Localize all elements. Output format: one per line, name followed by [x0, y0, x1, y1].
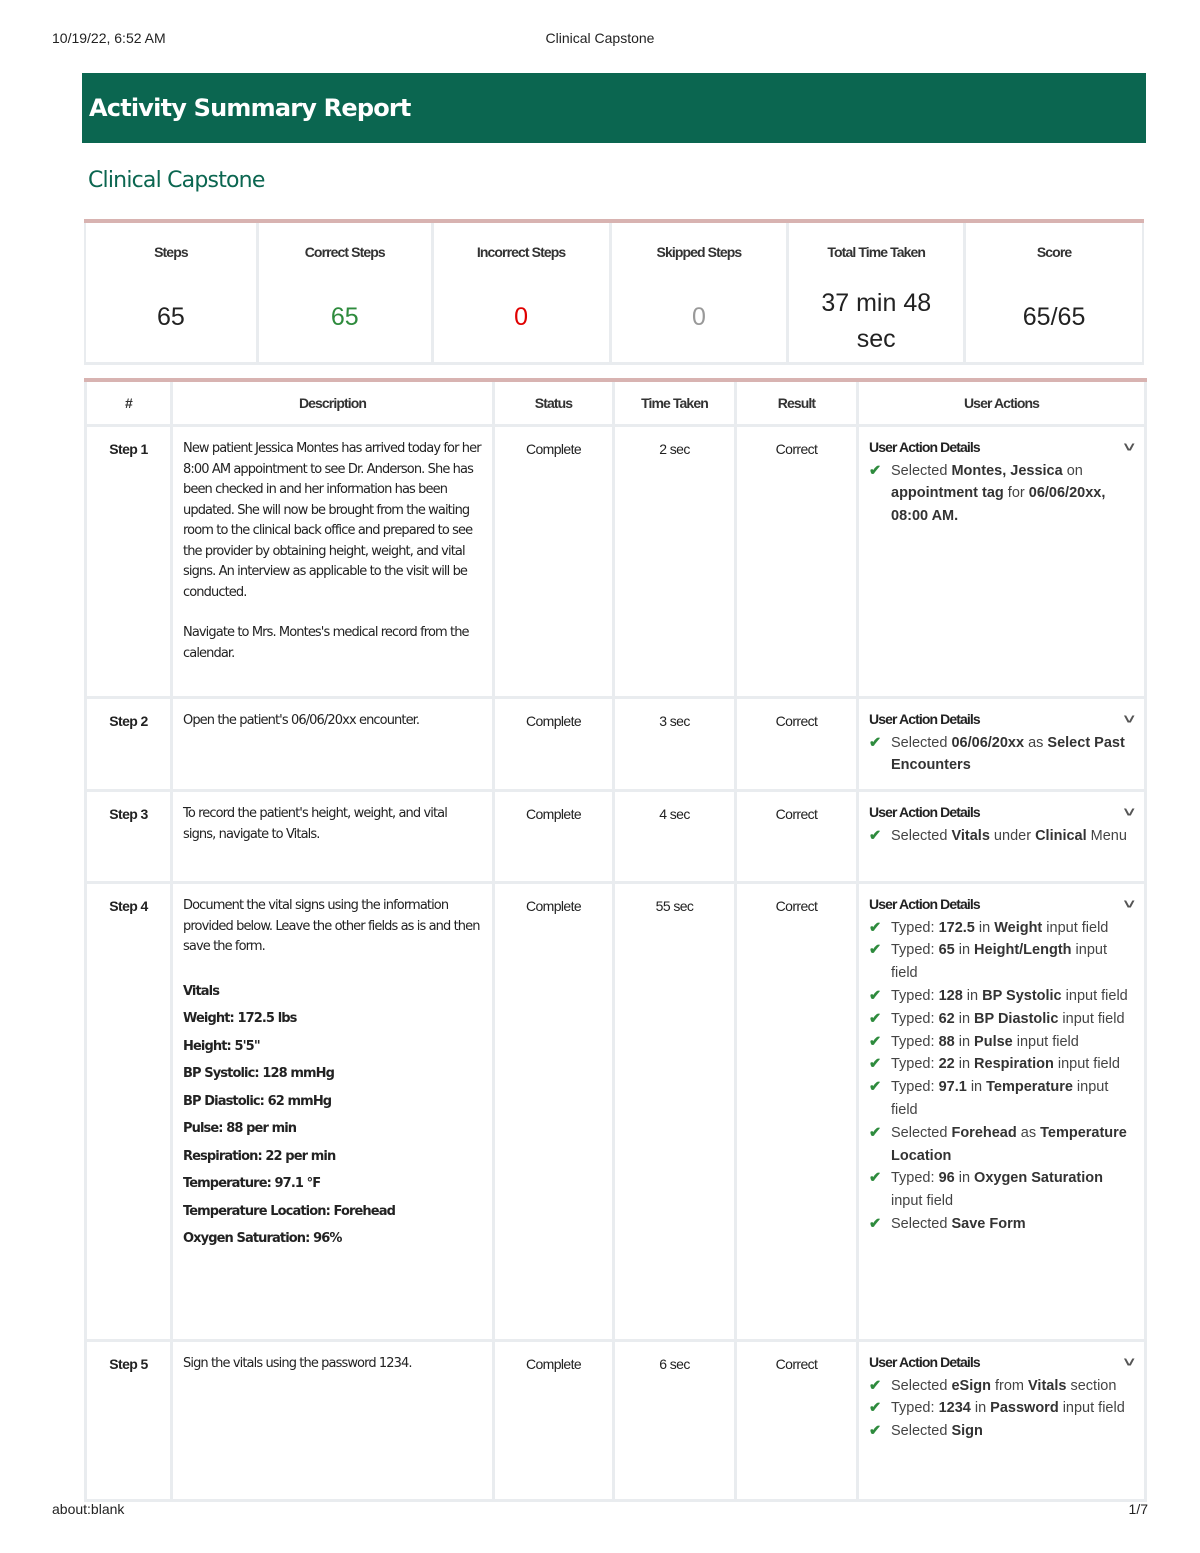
user-action-details-heading: User Action Details [869, 711, 980, 727]
table-row [86, 426, 1146, 698]
user-action-details-heading: User Action Details [869, 439, 980, 455]
user-action-details-heading: User Action Details [869, 896, 980, 913]
table-row [86, 698, 1146, 791]
step-description [172, 426, 494, 698]
action-text: in [954, 942, 975, 959]
check-icon: ✔ [869, 1423, 882, 1440]
user-action-details-heading: User Action Details [869, 804, 980, 821]
check-icon: ✔ [869, 1010, 882, 1027]
action-text: input field [891, 1193, 954, 1210]
action-text: Selected [891, 1124, 952, 1141]
vitals-line: Temperature Location: Forehead [183, 1203, 395, 1219]
user-action-item [869, 1167, 1134, 1213]
description-paragraph: New patient Jessica Montes has arrived today for her 8:00 AM appointment to see Dr. Anderson. She has been checked in and her information has been updated. She will now be brought from the waiting room to the clinical back office and prepared to see the provider by obtaining height, weight, and vital signs. An interview as applicable to the visit will be conducted. [183, 441, 481, 600]
vitals-line: Weight: 172.5 lbs [183, 1011, 297, 1027]
step-number: Step 5 [86, 1341, 172, 1501]
action-text: Selected [891, 462, 952, 479]
user-action-list [869, 460, 1134, 528]
action-keyword: 88 [938, 1033, 955, 1050]
user-actions-cell [858, 426, 1146, 698]
action-keyword: 62 [938, 1010, 955, 1027]
action-keyword: Weight [994, 919, 1043, 936]
action-text: as [1016, 1124, 1041, 1141]
action-text: input field [1061, 987, 1128, 1004]
step-status: Complete [494, 426, 614, 698]
step-number: Step 1 [86, 426, 172, 698]
vitals-line: BP Systolic: 128 mmHg [183, 1066, 335, 1082]
chevron-down-icon[interactable]: ˅ [1123, 804, 1134, 821]
column-header-time-taken: Time Taken [614, 380, 736, 426]
action-keyword: Vitals [1028, 1377, 1067, 1394]
description-paragraph: Document the vital signs using the information provided below. Leave the other fields as is and then save the form. [183, 898, 480, 955]
check-icon: ✔ [869, 1215, 882, 1232]
print-datetime: 10/19/22, 6:52 AM [52, 30, 166, 46]
action-text: Typed: [891, 987, 939, 1004]
activity-title: Clinical Capstone [88, 168, 265, 193]
print-footer [52, 1501, 1148, 1521]
check-icon: ✔ [869, 827, 882, 844]
step-number: Step 4 [86, 883, 172, 1341]
action-keyword: 06/06/20xx [951, 734, 1025, 751]
vitals-line: Temperature: 97.1 °F [183, 1176, 321, 1192]
summary-incorrect-steps [434, 223, 609, 362]
step-result: Correct [736, 698, 858, 791]
action-text: in [962, 987, 983, 1004]
summary-steps [86, 223, 256, 362]
action-keyword: 06/06/20xx, 08:00 AM. [891, 485, 1106, 525]
action-text: Typed: [891, 1033, 939, 1050]
action-keyword: Clinical [1035, 827, 1087, 844]
action-text: in [954, 1010, 975, 1027]
action-text: Menu [1086, 827, 1127, 844]
user-action-details-heading: User Action Details [869, 1354, 980, 1371]
action-text: in [954, 1170, 975, 1187]
check-icon: ✔ [869, 1124, 882, 1141]
summary-value: 0 [691, 303, 706, 331]
summary-label: Score [1036, 244, 1072, 260]
action-keyword: 97.1 [938, 1079, 967, 1096]
action-text: Selected [891, 1377, 952, 1394]
action-keyword: Oxygen Saturation [974, 1170, 1103, 1187]
action-text: from [990, 1377, 1029, 1394]
action-keyword: Temperature Location [891, 1124, 1127, 1164]
action-keyword: BP Diastolic [974, 1010, 1059, 1027]
action-text: section [1066, 1377, 1117, 1394]
action-text: as [1024, 734, 1048, 751]
vitals-list [183, 978, 482, 1253]
check-icon: ✔ [869, 987, 882, 1004]
summary-stats [84, 219, 1144, 365]
summary-value: 65 [330, 303, 359, 331]
description-paragraph: Sign the vitals using the password 1234. [183, 1356, 412, 1372]
action-keyword: Respiration [974, 1056, 1054, 1073]
summary-value: 65/65 [1022, 303, 1086, 331]
user-action-item [869, 460, 1134, 528]
summary-label: Incorrect Steps [476, 244, 566, 260]
action-text: input field [1053, 1056, 1120, 1073]
user-action-details-toggle[interactable] [869, 709, 1134, 730]
step-result: Correct [736, 1341, 858, 1501]
action-text: Typed: [891, 1010, 939, 1027]
action-text: Typed: [891, 1400, 939, 1417]
check-icon: ✔ [869, 919, 882, 936]
summary-label: Correct Steps [304, 244, 385, 260]
user-action-item [869, 1375, 1134, 1398]
action-text: input field [1058, 1400, 1125, 1417]
action-keyword: Height/Length [974, 942, 1072, 959]
print-header [52, 30, 1148, 50]
action-text: input field [891, 942, 1107, 982]
action-text: for [1003, 485, 1029, 502]
user-action-item [869, 1397, 1134, 1420]
action-keyword: BP Systolic [982, 987, 1062, 1004]
action-text: Typed: [891, 942, 939, 959]
column-header-user-actions: User Actions [858, 380, 1146, 426]
action-text: in [974, 919, 995, 936]
user-action-item [869, 1076, 1134, 1122]
user-action-item [869, 939, 1134, 985]
action-text: on [1062, 462, 1083, 479]
check-icon: ✔ [869, 462, 882, 479]
action-keyword: Forehead [951, 1124, 1017, 1141]
step-number: Step 2 [86, 698, 172, 791]
step-status: Complete [494, 698, 614, 791]
action-text: Typed: [891, 919, 939, 936]
summary-skipped-steps [612, 223, 787, 362]
action-text: in [970, 1400, 991, 1417]
user-action-item [869, 1053, 1134, 1076]
step-description [172, 1341, 494, 1501]
action-text: Typed: [891, 1079, 939, 1096]
user-action-details-toggle[interactable] [869, 437, 1134, 458]
user-action-list [869, 732, 1134, 778]
action-keyword: 1234 [938, 1400, 971, 1417]
user-actions-cell [858, 791, 1146, 883]
step-description [172, 883, 494, 1341]
user-action-item [869, 732, 1134, 778]
action-keyword: appointment tag [891, 485, 1004, 502]
user-action-item [869, 1213, 1134, 1236]
column-header-number: # [86, 380, 172, 426]
step-result: Correct [736, 426, 858, 698]
step-time-taken: 6 sec [614, 1341, 736, 1501]
user-action-item [869, 1420, 1134, 1443]
action-keyword: 128 [938, 987, 963, 1004]
user-action-item [869, 1008, 1134, 1031]
step-description [172, 698, 494, 791]
action-keyword: eSign [951, 1377, 991, 1394]
vitals-line: Respiration: 22 per min [183, 1148, 336, 1164]
user-action-item [869, 917, 1134, 940]
steps-table-body [86, 426, 1146, 1501]
action-text: Selected [891, 1423, 952, 1440]
check-icon: ✔ [869, 1170, 882, 1187]
chevron-down-icon[interactable]: ˅ [1123, 896, 1134, 913]
check-icon: ✔ [869, 1056, 882, 1073]
column-header-description: Description [172, 380, 494, 426]
user-action-details-toggle[interactable] [869, 894, 1134, 915]
step-status: Complete [494, 791, 614, 883]
check-icon: ✔ [869, 1400, 882, 1417]
summary-total-time [789, 223, 963, 362]
steps-table [84, 378, 1147, 1502]
action-text: under [989, 827, 1036, 844]
print-title: Clinical Capstone [545, 30, 655, 46]
chevron-down-icon[interactable]: ˅ [1123, 711, 1134, 727]
action-text: Selected [891, 1215, 952, 1232]
user-actions-cell [858, 883, 1146, 1341]
summary-label: Total Time Taken [827, 244, 926, 260]
column-header-status: Status [494, 380, 614, 426]
summary-correct-steps [259, 223, 431, 362]
step-time-taken: 3 sec [614, 698, 736, 791]
vitals-line: BP Diastolic: 62 mmHg [183, 1093, 332, 1109]
user-action-item [869, 1122, 1134, 1168]
vitals-line: Pulse: 88 per min [183, 1121, 297, 1137]
check-icon: ✔ [869, 1079, 882, 1096]
column-header-result: Result [736, 380, 858, 426]
description-paragraph: Open the patient's 06/06/20xx encounter. [183, 713, 420, 728]
summary-value: 0 [514, 303, 529, 331]
check-icon: ✔ [869, 1377, 882, 1394]
user-actions-cell [858, 698, 1146, 791]
action-text: Selected [891, 734, 952, 751]
summary-value: 37 min 48 sec [821, 289, 932, 353]
step-number: Step 3 [86, 791, 172, 883]
print-url: about:blank [52, 1501, 125, 1517]
action-keyword: Vitals [951, 827, 990, 844]
action-text: Typed: [891, 1056, 939, 1073]
summary-score [966, 223, 1142, 362]
action-keyword: 22 [938, 1056, 955, 1073]
table-row [86, 1341, 1146, 1501]
summary-label: Steps [154, 244, 188, 260]
action-keyword: Select Past Encounters [891, 734, 1125, 774]
table-row [86, 883, 1146, 1341]
step-status: Complete [494, 883, 614, 1341]
chevron-down-icon[interactable]: ˅ [1123, 1354, 1134, 1371]
summary-label: Skipped Steps [656, 244, 742, 260]
step-result: Correct [736, 791, 858, 883]
action-text: input field [1042, 919, 1109, 936]
action-keyword: Temperature [986, 1079, 1073, 1096]
user-actions-cell [858, 1341, 1146, 1501]
user-action-item [869, 825, 1134, 848]
report-banner: Activity Summary Report [82, 73, 1146, 143]
user-action-list [869, 825, 1134, 848]
action-text: Typed: [891, 1170, 939, 1187]
action-text: input field [891, 1079, 1109, 1118]
step-time-taken: 2 sec [614, 426, 736, 698]
action-keyword: 65 [938, 942, 955, 959]
print-page-number: 1/7 [1128, 1501, 1148, 1517]
action-keyword: Sign [951, 1423, 983, 1440]
action-keyword: Password [990, 1400, 1059, 1417]
vitals-line: Oxygen Saturation: 96% [183, 1231, 342, 1247]
action-text: in [954, 1033, 975, 1050]
table-row [86, 791, 1146, 883]
user-action-list [869, 1375, 1134, 1443]
action-text: in [966, 1079, 987, 1096]
step-time-taken: 4 sec [614, 791, 736, 883]
table-header-row [86, 380, 1146, 426]
action-text: Selected [891, 827, 952, 844]
chevron-down-icon[interactable]: ˅ [1123, 439, 1134, 455]
action-keyword: Pulse [974, 1033, 1013, 1050]
vitals-line: Height: 5'5" [183, 1038, 260, 1054]
step-time-taken: 55 sec [614, 883, 736, 1341]
step-description [172, 791, 494, 883]
user-action-details-toggle[interactable] [869, 802, 1134, 823]
step-status: Complete [494, 1341, 614, 1501]
step-result: Correct [736, 883, 858, 1341]
summary-value: 65 [157, 303, 185, 331]
action-text: input field [1058, 1010, 1125, 1027]
description-paragraph: Navigate to Mrs. Montes's medical record from the calendar. [183, 625, 469, 661]
user-action-item [869, 985, 1134, 1008]
action-keyword: 172.5 [938, 919, 975, 936]
action-keyword: Save Form [951, 1215, 1026, 1232]
vitals-line: Vitals [183, 983, 220, 999]
check-icon: ✔ [869, 942, 882, 959]
action-keyword: Montes, Jessica [951, 462, 1063, 479]
check-icon: ✔ [869, 1033, 882, 1050]
user-action-list [869, 917, 1134, 1236]
description-paragraph: To record the patient's height, weight, and vital signs, navigate to Vitals. [183, 806, 447, 842]
action-text: in [954, 1056, 975, 1073]
check-icon: ✔ [869, 734, 882, 751]
user-action-item [869, 1031, 1134, 1054]
action-keyword: 96 [938, 1170, 955, 1187]
action-text: input field [1012, 1033, 1079, 1050]
user-action-details-toggle[interactable] [869, 1352, 1134, 1373]
